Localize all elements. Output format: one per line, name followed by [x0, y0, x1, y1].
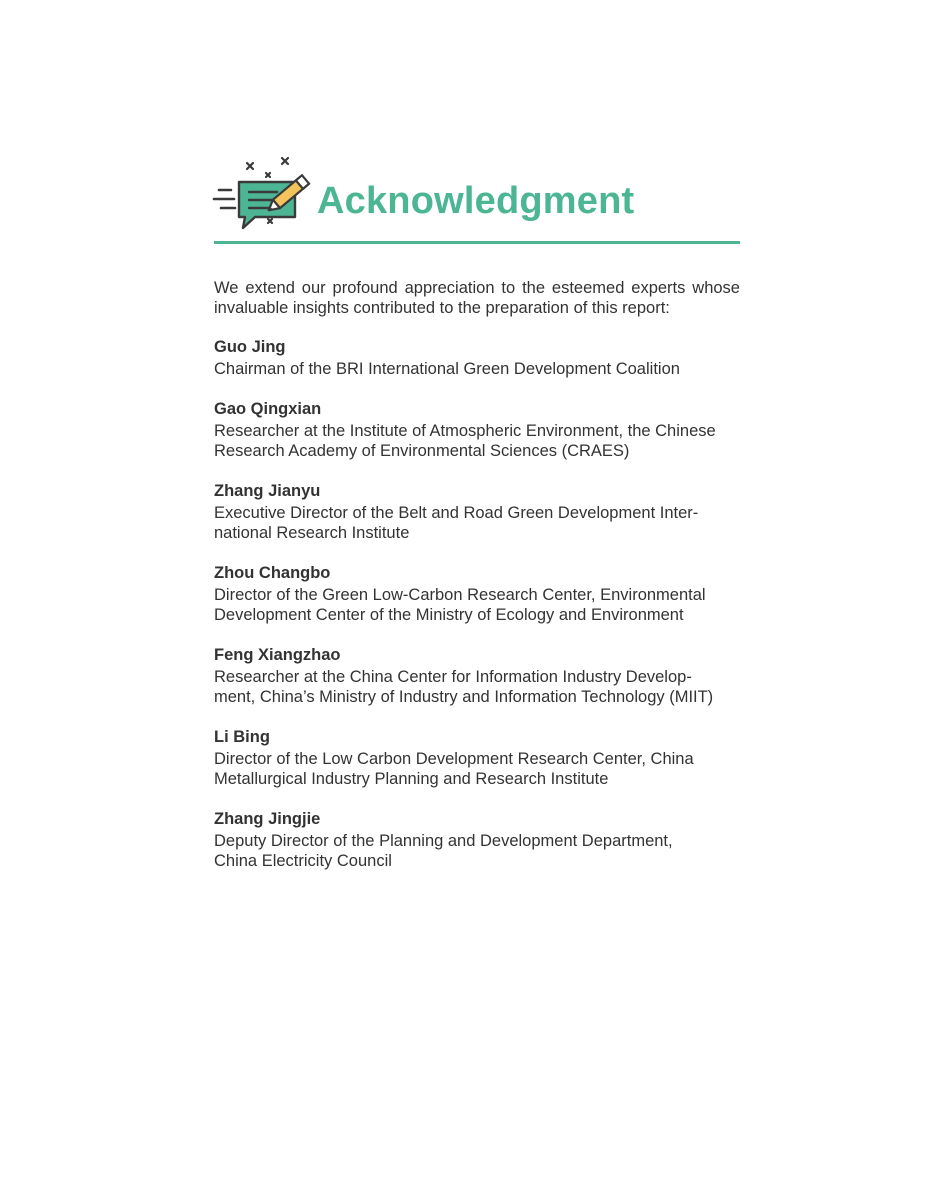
expert-entry [214, 644, 740, 707]
expert-entry [214, 336, 740, 379]
expert-title: Deputy Director of the Planning and Development Department, China Electricity Council [214, 832, 673, 870]
expert-name: Zhang Jingjie [214, 810, 321, 828]
expert-name: Li Bing [214, 728, 270, 746]
expert-name: Zhang Jianyu [214, 482, 321, 500]
expert-title: Chairman of the BRI International Green Development Coalition [214, 360, 680, 378]
expert-entry [214, 726, 740, 789]
expert-entry [214, 398, 740, 461]
expert-title: Director of the Low Carbon Development Research Center, China Metallurgical Industry Planning and Research Institute [214, 750, 694, 788]
expert-entry [214, 808, 740, 871]
expert-title: Director of the Green Low-Carbon Research Center, Environmental Development Center of the Ministry of Ecology and Environment [214, 586, 706, 624]
speech-bubble-pencil-icon [211, 154, 315, 232]
expert-title: Executive Director of the Belt and Road Green Development Inter- national Research Institute [214, 504, 699, 542]
expert-name: Gao Qingxian [214, 400, 322, 418]
acknowledgment-body [214, 278, 740, 890]
expert-name: Guo Jing [214, 338, 286, 356]
expert-title: Researcher at the China Center for Information Industry Develop- ment, China’s Ministry of Industry and Information Technology (MIIT) [214, 668, 714, 706]
expert-name: Zhou Changbo [214, 564, 331, 582]
expert-entry [214, 480, 740, 543]
page-title: Acknowledgment [317, 180, 635, 222]
expert-entry [214, 562, 740, 625]
section-header [211, 152, 741, 232]
expert-name: Feng Xiangzhao [214, 646, 341, 664]
intro-paragraph: We extend our profound appreciation to the esteemed experts whose invaluable insights contributed to the preparation of this report: [214, 279, 740, 317]
header-divider [214, 241, 740, 244]
expert-title: Researcher at the Institute of Atmospheric Environment, the Chinese Research Academy of Environmental Sciences (CRAES) [214, 422, 716, 460]
